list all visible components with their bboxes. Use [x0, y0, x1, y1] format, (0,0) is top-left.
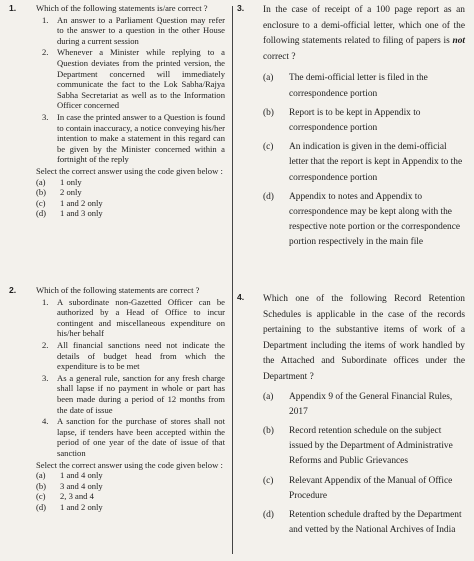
option-text: 1 only: [60, 176, 82, 187]
option-c[interactable]: [237, 474, 465, 504]
option-text: 1 and 3 only: [60, 208, 103, 219]
question-text-part: correct ?: [263, 51, 296, 62]
option-text: The demi-official letter is filed in the correspondence portion: [289, 73, 428, 99]
option-label: (c): [36, 491, 46, 502]
statement: [9, 373, 225, 415]
option-label: (d): [263, 191, 274, 202]
option-b[interactable]: [237, 424, 465, 470]
option-b[interactable]: [237, 106, 465, 136]
statement-number: 1.: [42, 14, 49, 25]
option-text: 1 and 2 only: [60, 501, 103, 512]
statement-number: 2.: [42, 339, 49, 350]
select-instruction: Select the correct answer using the code given below :: [36, 459, 223, 470]
option-text: Report is to be kept in Appendix to correspondence portion: [289, 107, 421, 133]
column-divider: [232, 6, 233, 554]
statement-list: [9, 297, 225, 459]
statement-number: 1.: [42, 296, 49, 307]
option-c[interactable]: [9, 491, 225, 502]
option-text: An indication is given in the demi-official letter that the report is kept in Appendix to the correspondence portion: [289, 142, 463, 183]
option-text: 2, 3 and 4: [60, 491, 94, 502]
statement-text: A subordinate non-Gazetted Officer can be authorized by a Head of Office to incur contingent and miscellaneous expenditure on his/her behalf: [57, 296, 225, 339]
option-c[interactable]: [237, 140, 465, 186]
question-text: Which one of the following Record Retention Schedules is applicable in the case of the records pertaining to the substantive items of work of a Department including the items of work handled by the Attached and Subordinate offices under the Department ?: [263, 294, 465, 382]
statement-text: A sanction for the purchase of stores shall not lapse, if tenders have been accepted within the period of one year of the date of issue of that sanction: [57, 416, 225, 458]
option-text: Retention schedule drafted by the Department and vetted by the National Archives of India: [289, 509, 462, 536]
option-text: 1 and 4 only: [60, 470, 103, 481]
option-text: Appendix 9 of the General Financial Rules, 2017: [289, 391, 453, 417]
question-text: Which of the following statements is/are correct ?: [36, 3, 208, 13]
statement: [9, 112, 225, 165]
option-label: (a): [263, 73, 274, 84]
question-2: [9, 285, 225, 512]
option-d[interactable]: [9, 502, 225, 513]
option-a[interactable]: [237, 390, 465, 420]
question-text: [263, 3, 465, 65]
question-number: 2.: [9, 285, 17, 295]
option-label: (d): [263, 509, 274, 520]
question-1: [9, 3, 225, 219]
statement-text: An answer to a Parliament Question may refer to the answer to a question in the other House during a current session: [57, 14, 225, 46]
option-a[interactable]: [237, 71, 465, 101]
statement-number: 3.: [42, 372, 49, 383]
option-label: (b): [263, 107, 274, 118]
option-c[interactable]: [9, 198, 225, 209]
question-number: 1.: [9, 3, 17, 13]
option-text: Appendix to notes and Appendix to correspondence may be kept along with the respective note portion or the correspondence portion respectively in the main file: [289, 191, 461, 248]
statement-number: 3.: [42, 111, 49, 122]
statement: [9, 47, 225, 111]
statement-text: In case the printed answer to a Question is found to contain inaccuracy, a notice conveying his/her intention to make a statement in this regard can be given by the Minister concerned within a fortnight of the reply: [57, 111, 225, 165]
emphasis-not: not: [452, 36, 466, 47]
statement: [9, 297, 225, 339]
option-label: (b): [36, 480, 47, 491]
option-label: (d): [36, 208, 47, 219]
option-label: (a): [36, 470, 46, 481]
question-3: [237, 3, 465, 251]
option-label: (c): [263, 142, 274, 153]
option-list: [237, 390, 465, 539]
option-list: [9, 470, 225, 512]
option-b[interactable]: [9, 187, 225, 198]
statement-text: Whenever a Minister while replying to a Question deviates from the printed version, the Department concerned will immediately communicate the fact to the Lok Sabha/Rajya Sabha Secretariat as well as to the Information Officer concerned: [57, 47, 225, 111]
option-text: 3 and 4 only: [60, 480, 103, 491]
option-label: (c): [263, 475, 274, 486]
question-number: 4.: [237, 292, 245, 302]
option-label: (a): [36, 176, 46, 187]
option-label: (c): [36, 197, 46, 208]
option-text: Record retention schedule on the subject issued by the Department of Administrative Reforms and Public Grievances: [289, 425, 453, 467]
option-a[interactable]: [9, 470, 225, 481]
question-text: Which of the following statements are correct ?: [36, 285, 200, 295]
option-label: (b): [36, 187, 47, 198]
statement: [9, 340, 225, 372]
statement-list: [9, 15, 225, 165]
option-b[interactable]: [9, 481, 225, 492]
statement-text: As a general rule, sanction for any fresh charge shall lapse if no payment in whole or part has been made during a period of 12 months from the date of issue: [57, 372, 225, 415]
question-number: 3.: [237, 3, 245, 13]
option-label: (a): [263, 391, 274, 402]
option-d[interactable]: [237, 508, 465, 538]
option-text: Relevant Appendix of the Manual of Office Procedure: [289, 475, 453, 501]
question-4: [237, 292, 465, 538]
option-list: [9, 177, 225, 219]
question-text-part: In the case of receipt of a 100 page report as an enclosure to a demi-official letter, which one of the following statements related to filing of papers is: [263, 5, 465, 47]
option-list: [237, 71, 465, 250]
option-text: 1 and 2 only: [60, 197, 103, 208]
statement: [9, 416, 225, 458]
option-d[interactable]: [237, 190, 465, 251]
statement-number: 4.: [42, 416, 49, 427]
option-d[interactable]: [9, 208, 225, 219]
option-a[interactable]: [9, 177, 225, 188]
option-label: (b): [263, 425, 274, 436]
option-text: 2 only: [60, 187, 82, 198]
statement-number: 2.: [42, 47, 49, 58]
option-label: (d): [36, 501, 47, 512]
statement-text: All financial sanctions need not indicate the details of budget head from which the expenditure is to be met: [57, 339, 225, 372]
statement: [9, 15, 225, 47]
select-instruction: Select the correct answer using the code given below :: [36, 165, 223, 176]
